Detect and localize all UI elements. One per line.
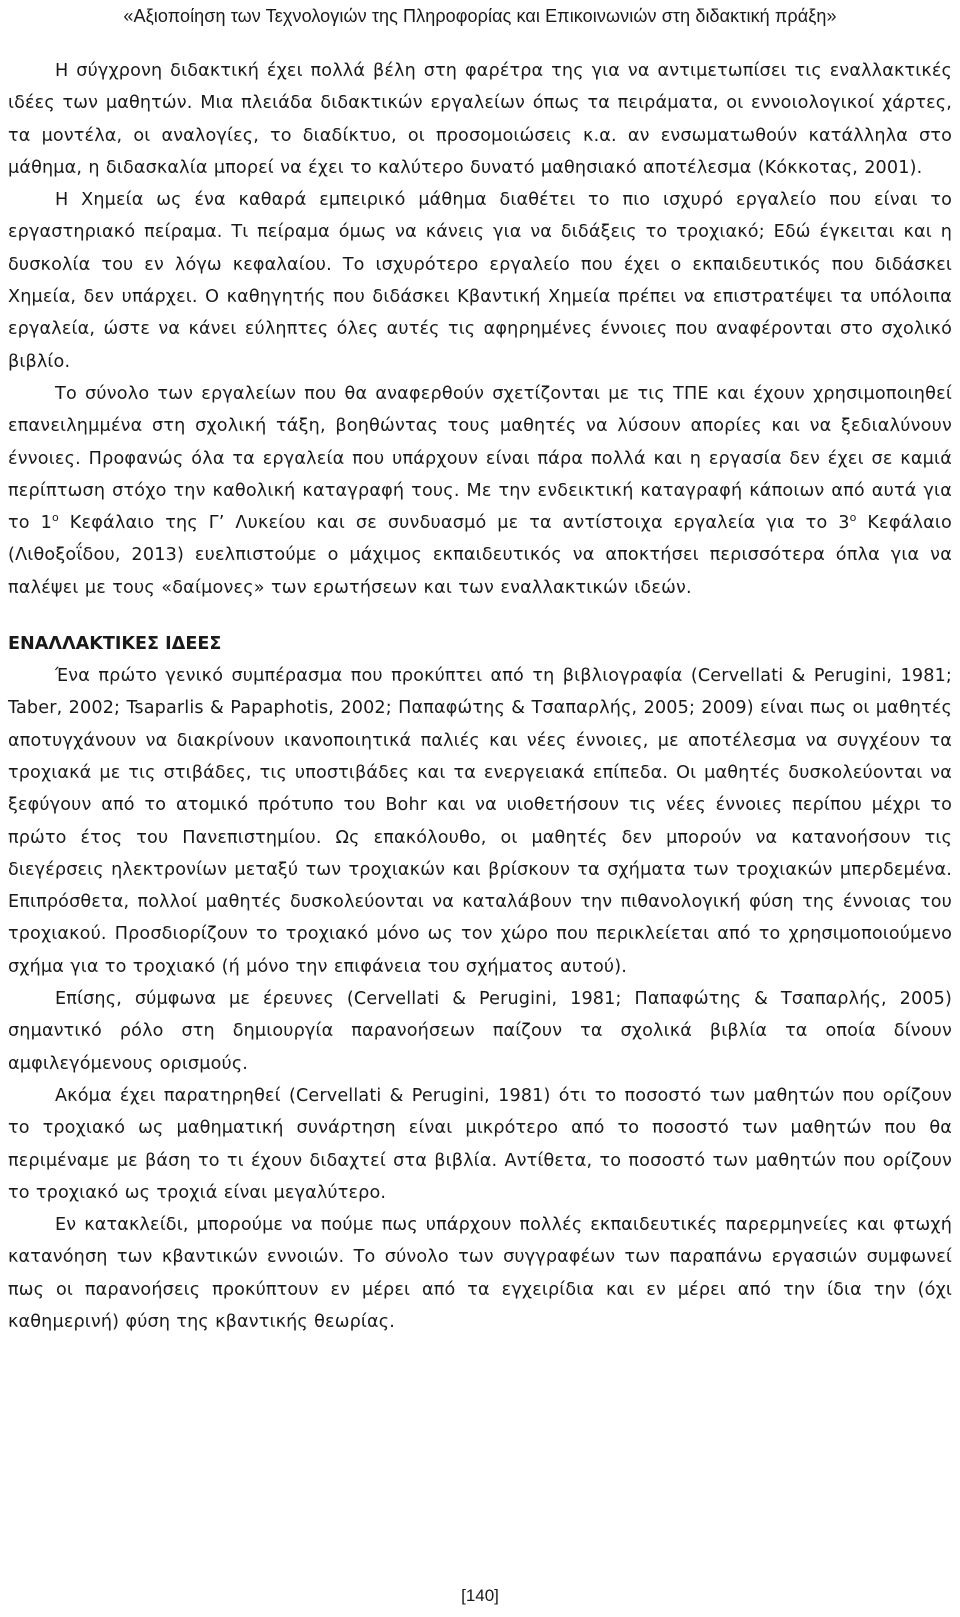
paragraph-intro-1: Η σύγχρονη διδακτική έχει πολλά βέλη στη φαρέτρα της για να αντιμετωπίσει τις εναλλακτικές ιδέες των μαθητών. Μια πλειάδα διδακτικών εργαλείων όπως τα πειράματα, οι εννοιολογικοί χάρτες, τα μοντέλα, οι αναλογίες, το διαδίκτυο, οι προσομοιώσεις κ.α. αν ενσωματωθούν κατάλληλα στο μάθημα, η διδασκαλία μπορεί να έχει το καλύτερο δυνατό μαθησιακό αποτέλεσμα (Κόκκοτας, 2001). bbox=[8, 61, 952, 178]
paragraph-intro-3-part-b: Κεφάλαιο της Γ’ Λυκείου και σε συνδυασμό με τα αντίστοιχα εργαλεία για το 3 bbox=[58, 513, 850, 534]
page-number: [140] bbox=[461, 1586, 499, 1605]
paragraph-intro-2: Η Χημεία ως ένα καθαρά εμπειρικό μάθημα διαθέτει το πιο ισχυρό εργαλείο που είναι το εργαστηριακό πείραμα. Τι πείραμα όμως να κάνεις για να διδάξεις το τροχιακό; Εδώ έγκειται και η δυσκολία του εν λόγω κεφαλαίου. Το ισχυρότερο εργαλείο που έχει ο εκπαιδευτικός που διδάσκει Χημεία, δεν υπάρχει. Ο καθηγητής που διδάσκει Κβαντική Χημεία πρέπει να επιστρατέψει τα υπόλοιπα εργαλεία, ώστε να κάνει εύληπτες όλες αυτές τις αφηρημένες έννοιες που αναφέρονται στο σχολικό βιβλίο. bbox=[8, 190, 952, 372]
ordinal-superscript: ο bbox=[52, 511, 59, 525]
paragraph-section-1: Ένα πρώτο γενικό συμπέρασμα που προκύπτει από τη βιβλιογραφία (Cervellati & Perugini, 1981; Taber, 2002; Tsaparlis & Papaphotis, 2002; Παπαφώτης & Τσαπαρλής, 2005; 2009) είναι πως οι μαθητές αποτυγχάνουν να διακρίνουν ικανοποιητικά παλιές και νέες έννοιες, με αποτέλεσμα να συγχέουν τα τροχιακά με τις στιβάδες, τις υποστιβάδες και τα ενεργειακά επίπεδα. Οι μαθητές δυσκολεύονται να ξεφύγουν από το ατομικό πρότυπο του Bohr και να υιοθετήσουν τις νέες έννοιες περίπου μέχρι το πρώτο έτος του Πανεπιστημίου. Ως επακόλουθο, οι μαθητές δεν μπορούν να κατανοήσουν τις διεγέρσεις ηλεκτρονίων μεταξύ των τροχιακών και βρίσκουν τα σχήματα των τροχιακών μπερδεμένα. Επιπρόσθετα, πολλοί μαθητές δυσκολεύονται να καταλάβουν την πιθανολογική φύση της έννοιας του τροχιακού. Προσδιορίζουν το τροχιακό μόνο ως τον χώρο που περικλείεται από το χρησιμοποιούμενο σχήμα για το τροχιακό (ή μόνο την επιφάνεια του σχήματος αυτού). bbox=[8, 666, 952, 977]
paragraph-intro-3-part-a: Το σύνολο των εργαλείων που θα αναφερθούν σχετίζονται με τις ΤΠΕ και έχουν χρησιμοποιηθεί επανειλημμένα στη σχολική τάξη, βοηθώντας τους μαθητές να λύσουν απορίες και να ξεδιαλύνουν έννοιες. Προφανώς όλα τα εργαλεία που υπάρχουν είναι πάρα πολλά και η εργασία δεν έχει σε καμιά περίπτωση στόχο την καθολική καταγραφή τους. Με την ενδεικτική καταγραφή κάποιων από αυτά για το 1 bbox=[8, 383, 952, 534]
running-header: «Αξιοποίηση των Τεχνολογιών της Πληροφορίας και Επικοινωνιών στη διδακτική πράξη» bbox=[123, 6, 837, 26]
ordinal-superscript: ο bbox=[849, 511, 857, 525]
section-heading: ΕΝΑΛΛΑΚΤΙΚΕΣ ΙΔΕΕΣ bbox=[8, 634, 222, 655]
paragraph-section-4: Εν κατακλείδι, μπορούμε να πούμε πως υπάρχουν πολλές εκπαιδευτικές παρερμηνείες και φτωχή κατανόηση των κβαντικών εννοιών. Το σύνολο των συγγραφέων των παραπάνω εργασιών συμφωνεί πως οι παρανοήσεις προκύπτουν εν μέρει από τα εγχειρίδια και εν μέρει από την ίδια την (όχι καθημερινή) φύση της κβαντικής θεωρίας. bbox=[8, 1215, 952, 1332]
document-body bbox=[8, 55, 952, 1338]
paragraph-section-3: Ακόμα έχει παρατηρηθεί (Cervellati & Perugini, 1981) ότι το ποσοστό των μαθητών που ορίζουν το τροχιακό ως μαθηματική συνάρτηση είναι μικρότερο από το ποσοστό των μαθητών που θα περιμέναμε με βάση το τι έχουν διδαχτεί στα βιβλία. Αντίθετα, το ποσοστό των μαθητών που ορίζουν το τροχιακό ως τροχιά είναι μεγαλύτερο. bbox=[8, 1085, 952, 1203]
paragraph-intro-3-part-c: Κεφάλαιο (Λιθοξοΐδου, 2013) ευελπιστούμε ο μάχιμος εκπαιδευτικός να αποκτήσει περισσότερα όπλα για να παλέψει με τους «δαίμονες» των ερωτήσεων και των εναλλακτικών ιδεών. bbox=[8, 513, 953, 598]
paragraph-section-2: Επίσης, σύμφωνα με έρευνες (Cervellati & Perugini, 1981; Παπαφώτης & Τσαπαρλής, 2005) σημαντικό ρόλο στη δημιουργία παρανοήσεων παίζουν τα σχολικά βιβλία τα οποία δίνουν αμφιλεγόμενους ορισμούς. bbox=[8, 989, 952, 1074]
paragraph-intro-3 bbox=[8, 378, 952, 604]
